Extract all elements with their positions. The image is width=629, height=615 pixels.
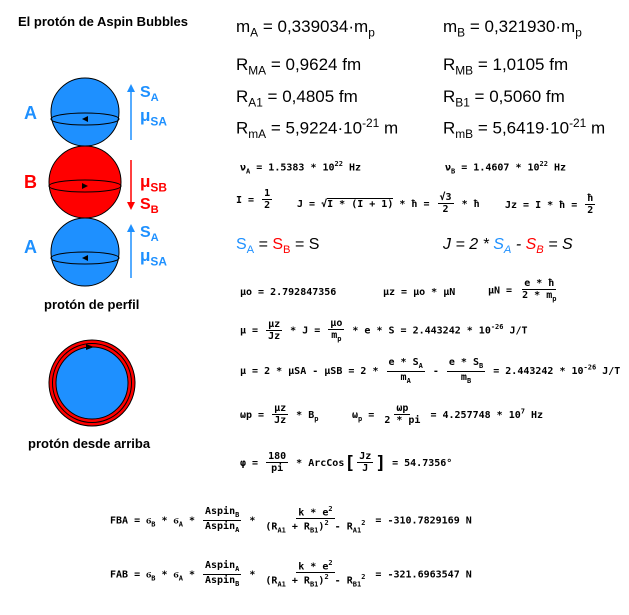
eq-j-spin: $J = 2 * S_A - S_B = S$	[443, 236, 573, 257]
caption-profile: protón de perfil	[44, 297, 140, 312]
proton-top-view	[49, 340, 135, 426]
spin-arrow-a-bottom	[127, 224, 135, 278]
eq-mun: μN = $\frac{e * ħ}{2 * m_p}$	[488, 278, 557, 303]
mass-a: $m_A = 0,339034\cdot m_p$	[236, 17, 375, 40]
eq-jz: Jz = I * ħ = $\frac{ħ}{2}$	[505, 193, 594, 216]
eq-isospin: I = $\frac{1}{2}$	[236, 188, 271, 211]
eq-fba: FBA = $ϭ_B * ϭ_A$ * $\frac{Aspin_B}{Aspin_A}$ * $\frac{k * e^2}{(R_{A1} + R_{B1})^2 - R_{A1}^2}$ = -310.7829169 N	[110, 505, 472, 535]
freq-b: $\nu_B = 1.4607 * 10^{22}$ Hz	[445, 160, 567, 176]
radius-b1: $R_{B1} = 0,5060$ fm	[443, 87, 565, 110]
eq-j: J = √I * (I + 1) * ħ = $\frac{√3}{2}$ * ħ	[297, 192, 480, 215]
label-a-bottom: A	[24, 237, 37, 257]
page-title: El protón de Aspin Bubbles	[18, 14, 188, 29]
spin-arrow-b	[127, 160, 135, 210]
label-a-top: A	[24, 103, 37, 123]
spin-arrow-a-top	[127, 84, 135, 140]
eq-omega: ωp = $\frac{\mu z}{Jz}$ * $B_p$	[240, 403, 319, 426]
radius-mb-m: $R_{mB} = 5,6419\cdot 10^{-21}$ m	[443, 116, 606, 142]
freq-a: $\nu_A = 1.5383 * 10^{22}$ Hz	[240, 160, 362, 176]
eq-fab: FAB = $ϭ_B * ϭ_A$ * $\frac{Aspin_A}{Aspin_B}$ * $\frac{k * e^2}{(R_{A1} + R_{B1})^2 - R_{B1}^2}$ = -321.6963547 N	[110, 559, 472, 589]
eq-muo: μo = 2.792847356	[240, 287, 337, 298]
eq-muz: μz = μo * μN	[383, 287, 456, 298]
eq-omega-p: $\omega_p$ = $\frac{\omega p}{2 * pi}$ = $4.257748 * 10^7$ Hz	[352, 403, 544, 426]
eq-mu-sum: μ = 2 * μSA - μSB = 2 * $\frac{e * S_A}{m_A}$ - $\frac{e * S_B}{m_B}$ = $2.443242 * 10^{-26}$ J/T	[240, 357, 621, 385]
radius-ma-m: $R_{mA} = 5,9224\cdot 10^{-21}$ m	[236, 116, 399, 142]
spin-label-sb: $S_B$	[140, 196, 159, 217]
spin-label-sa-top: $S_A$	[140, 84, 159, 105]
moment-label-musb: $\mu_{SB}$	[140, 172, 167, 195]
radius-mb: $R_{MB} = 1,0105$ fm	[443, 55, 569, 78]
radius-ma: $R_{MA} = 0,9624$ fm	[236, 55, 362, 78]
radius-a1: $R_{A1} = 0,4805$ fm	[236, 87, 358, 110]
sphere-a-top	[51, 78, 119, 146]
moment-label-musa-bottom: $\mu_{SA}$	[140, 246, 167, 269]
eq-spin-equality: $S_A = S_B = S$	[236, 236, 320, 257]
label-b: B	[24, 172, 37, 192]
moment-label-musa-top: $\mu_{SA}$	[140, 106, 167, 129]
spin-label-sa-bottom: $S_A$	[140, 224, 159, 245]
caption-top-view: protón desde arriba	[28, 436, 151, 451]
sphere-a-bottom	[51, 218, 119, 286]
eq-phi: φ = $\frac{180}{pi}$ * ArcCos[ $\frac{Jz}{J}$ ] = 54.7356°	[240, 451, 453, 474]
sphere-b	[49, 146, 121, 218]
eq-mu: μ = $\frac{\mu z}{Jz}$ * J = $\frac{\mu o}{m_p}$ * $e * S = 2.443242 * 10^{-26}$ J/T	[240, 318, 528, 343]
mass-b: $m_B = 0,321930\cdot m_p$	[443, 17, 582, 40]
